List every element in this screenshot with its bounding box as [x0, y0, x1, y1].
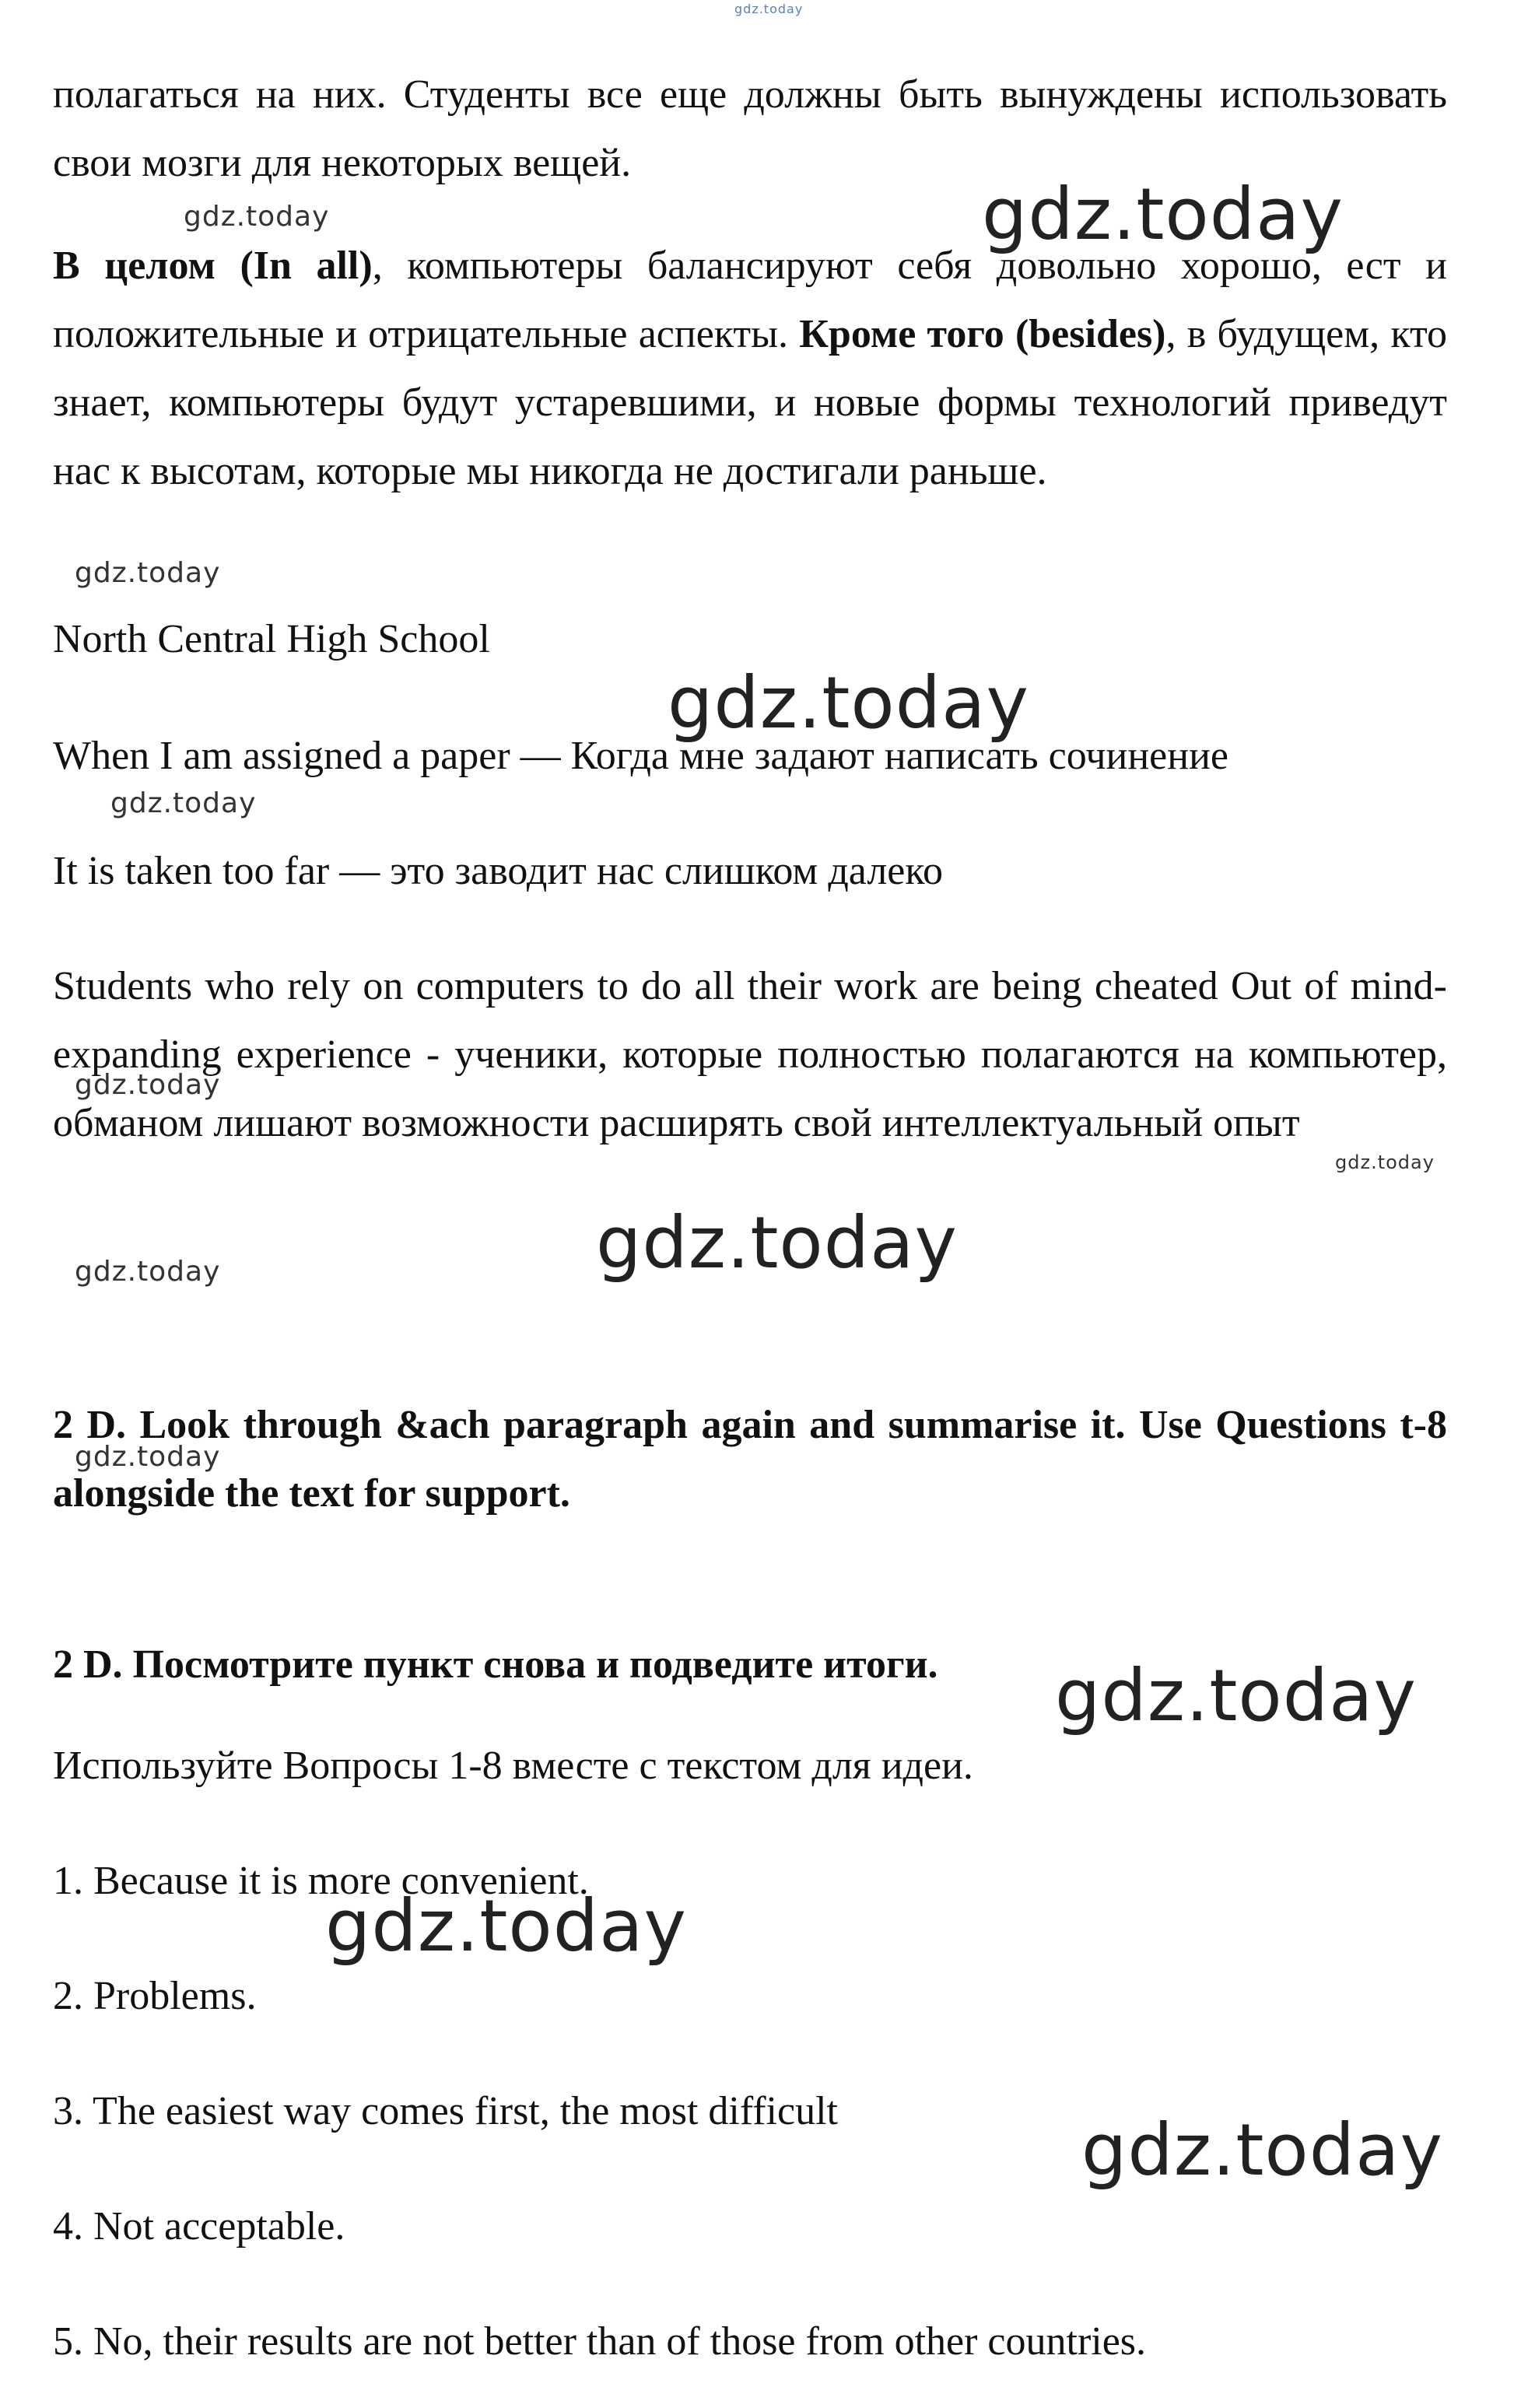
conclusion-text-1: , компьютеры балансируют себя довольно хорошо, ест и положительные и отрицательные аспекты.: [53, 244, 1447, 356]
phrase-students-rely: Students who rely on computers to do all their work are being cheated Out of mind-expanding experience - ученики, которые полностью полагаются на компьютер, обманом лишают возможности расширять свой интеллектуальный опыт: [53, 964, 1447, 1145]
phrase-assigned-paper: When I am assigned a paper — Когда мне задают написать сочинение: [53, 734, 1228, 778]
bold-besides: Кроме того (besides): [799, 312, 1166, 356]
paragraph-top: полагаться на них. Студенты все еще должны быть вынуждены использовать свои мозги для некоторых вещей.: [53, 72, 1447, 185]
conclusion-text-2: , в будущем, кто знает, компьютеры будут устаревшими, и новые формы технологий приведут нас к высотам, которые мы никогда не достигали раньше.: [53, 312, 1447, 493]
watermark: gdz.today: [325, 1884, 687, 1968]
watermark: gdz.today: [1055, 1654, 1417, 1737]
answer-item: 2. Problems.: [53, 1974, 257, 2018]
watermark: gdz.today: [110, 787, 257, 819]
task-instruction-ru: Используйте Вопросы 1-8 вместе с текстом для идеи.: [53, 1744, 973, 1788]
answer-item: 5. No, their results are not better than of those from other countries.: [53, 2319, 1147, 2364]
watermark: gdz.today: [75, 557, 221, 589]
watermark: gdz.today: [184, 201, 330, 233]
watermark: gdz.today: [668, 661, 1029, 745]
watermark: gdz.today: [1081, 2108, 1443, 2192]
watermark: gdz.today: [982, 173, 1344, 256]
paragraph-conclusion: [53, 232, 1447, 506]
task-heading-en: 2 D. Look through &ach paragraph again and summarise it. Use Questions t-8 alongside the text for support.: [53, 1403, 1447, 1516]
header-watermark: gdz.today: [734, 2, 804, 16]
watermark: gdz.today: [596, 1201, 958, 1285]
answer-item: 1. Because it is more convenient.: [53, 1859, 589, 1903]
bold-in-all: В целом (In all): [53, 244, 373, 288]
watermark: gdz.today: [75, 1441, 221, 1473]
school-name: North Central High School: [53, 617, 490, 661]
watermark: gdz.today: [75, 1256, 221, 1288]
answer-item: 4. Not acceptable.: [53, 2204, 345, 2249]
task-heading-ru: 2 D. Посмотрите пункт снова и подведите итоги.: [53, 1642, 938, 1687]
watermark: gdz.today: [75, 1069, 221, 1101]
watermark: gdz.today: [1335, 1151, 1435, 1173]
phrase-taken-too-far: It is taken too far — это заводит нас слишком далеко: [53, 849, 943, 893]
answer-item: 3. The easiest way comes first, the most difficult: [53, 2089, 838, 2133]
